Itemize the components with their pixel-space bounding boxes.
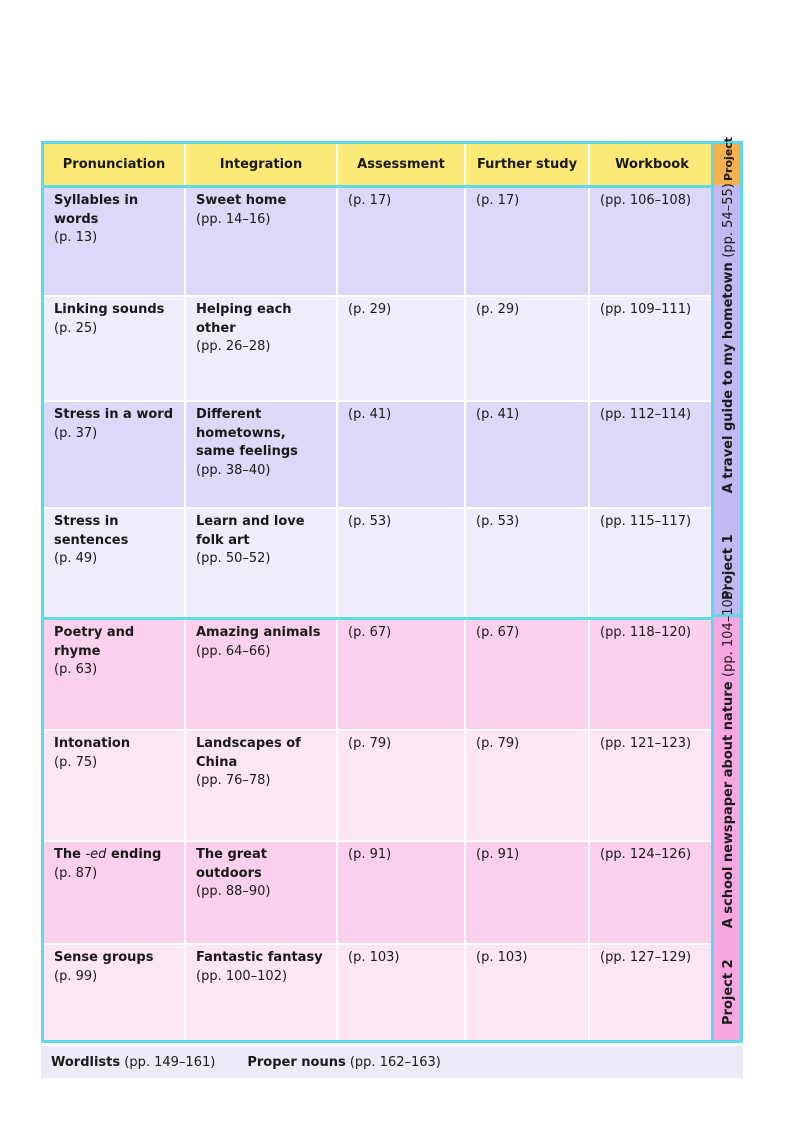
pronunciation-title: Sense groups <box>54 950 154 965</box>
integration-page: (pp. 76–78) <box>196 773 271 788</box>
footer-proper-nouns-label: Proper nouns <box>247 1054 346 1070</box>
pronunciation-page: (p. 87) <box>54 865 98 881</box>
pronunciation-page: (p. 99) <box>54 968 98 984</box>
pronunciation-page: (p. 49) <box>54 551 98 566</box>
integration-page: (pp. 88–90) <box>196 884 271 899</box>
further-study-page: (p. 17) <box>476 193 520 208</box>
integration-page: (pp. 64–66) <box>196 643 271 659</box>
footer-bar <box>41 1046 743 1078</box>
integration-page: (pp. 26–28) <box>196 339 271 354</box>
pronunciation-title: Stress in sentences <box>54 514 129 548</box>
workbook-page: (pp. 115–117) <box>600 514 692 529</box>
pronunciation-page: (p. 37) <box>54 425 98 441</box>
pronunciation-title: Syllables in words <box>54 193 139 227</box>
header-integration: Integration <box>186 144 336 185</box>
integration-title: Different hometowns, same feelings <box>196 407 298 459</box>
workbook-page: (pp. 106–108) <box>600 193 692 208</box>
integration-title: The great outdoors <box>196 847 267 881</box>
project-1-label: Project 1 <box>721 534 736 600</box>
footer-wordlists-pages: (pp. 149–161) <box>124 1054 216 1070</box>
integration-page: (pp. 38–40) <box>196 462 271 478</box>
pronunciation-title-suffix: ending <box>106 847 162 862</box>
pronunciation-title-italic: -ed <box>85 847 107 862</box>
further-study-page: (p. 41) <box>476 407 520 422</box>
assessment-page: (p. 17) <box>348 193 392 208</box>
project-1-text <box>721 183 736 600</box>
assessment-page: (p. 53) <box>348 514 392 529</box>
integration-page: (pp. 14–16) <box>196 211 271 227</box>
footer-proper-nouns-pages: (pp. 162–163) <box>349 1054 441 1070</box>
integration-title: Amazing animals <box>196 625 321 640</box>
workbook-page: (pp. 112–114) <box>600 407 692 422</box>
further-study-page: (p. 67) <box>476 625 520 640</box>
pronunciation-title-prefix: The <box>54 847 86 862</box>
project-2-pages: (pp. 104–105) <box>721 585 736 677</box>
table-frame <box>41 141 714 1043</box>
project-header-label: Project <box>722 136 735 181</box>
assessment-page: (p. 103) <box>348 950 400 965</box>
project-2-label: Project 2 <box>721 959 736 1025</box>
project-1-title: A travel guide to my hometown <box>721 262 736 494</box>
pronunciation-title: Stress in a word <box>54 407 173 422</box>
further-study-page: (p. 91) <box>476 847 520 862</box>
integration-title: Sweet home <box>196 193 287 208</box>
header-workbook: Workbook <box>590 144 714 185</box>
header-pronunciation: Pronunciation <box>44 144 184 185</box>
pronunciation-title: Poetry and rhyme <box>54 625 135 659</box>
footer-wordlists <box>51 1055 215 1070</box>
footer-wordlists-label: Wordlists <box>51 1054 121 1070</box>
workbook-page: (pp. 118–120) <box>600 625 692 640</box>
integration-title: Fantastic fantasy <box>196 950 323 965</box>
project-1-pages: (pp. 54–55) <box>721 183 736 258</box>
workbook-page: (pp. 109–111) <box>600 302 692 317</box>
assessment-page: (p. 91) <box>348 847 392 862</box>
assessment-page: (p. 67) <box>348 625 392 640</box>
project-2-text <box>721 586 736 1025</box>
section-divider <box>41 617 714 620</box>
header-further-study: Further study <box>466 144 588 185</box>
footer-proper-nouns <box>247 1055 441 1070</box>
integration-title: Helping each other <box>196 302 292 336</box>
workbook-page: (pp. 124–126) <box>600 847 692 862</box>
pronunciation-title: Intonation <box>54 736 131 751</box>
project-2-title: A school newspaper about nature <box>721 681 736 929</box>
further-study-page: (p. 29) <box>476 302 520 317</box>
pronunciation-page: (p. 75) <box>54 754 98 770</box>
integration-page: (pp. 100–102) <box>196 968 288 984</box>
further-study-page: (p. 53) <box>476 514 520 529</box>
further-study-page: (p. 79) <box>476 736 520 751</box>
integration-title: Landscapes of China <box>196 736 301 770</box>
assessment-page: (p. 41) <box>348 407 392 422</box>
workbook-page: (pp. 121–123) <box>600 736 692 751</box>
further-study-page: (p. 103) <box>476 950 528 965</box>
header-divider <box>41 185 714 188</box>
pronunciation-page: (p. 25) <box>54 320 98 336</box>
assessment-page: (p. 79) <box>348 736 392 751</box>
integration-page: (pp. 50–52) <box>196 551 271 566</box>
header-assessment: Assessment <box>338 144 464 185</box>
pronunciation-title: Linking sounds <box>54 302 165 317</box>
integration-title: Learn and love folk art <box>196 514 305 548</box>
workbook-page: (pp. 127–129) <box>600 950 692 965</box>
pronunciation-page: (p. 63) <box>54 662 98 677</box>
pronunciation-page: (p. 13) <box>54 230 98 245</box>
assessment-page: (p. 29) <box>348 302 392 317</box>
